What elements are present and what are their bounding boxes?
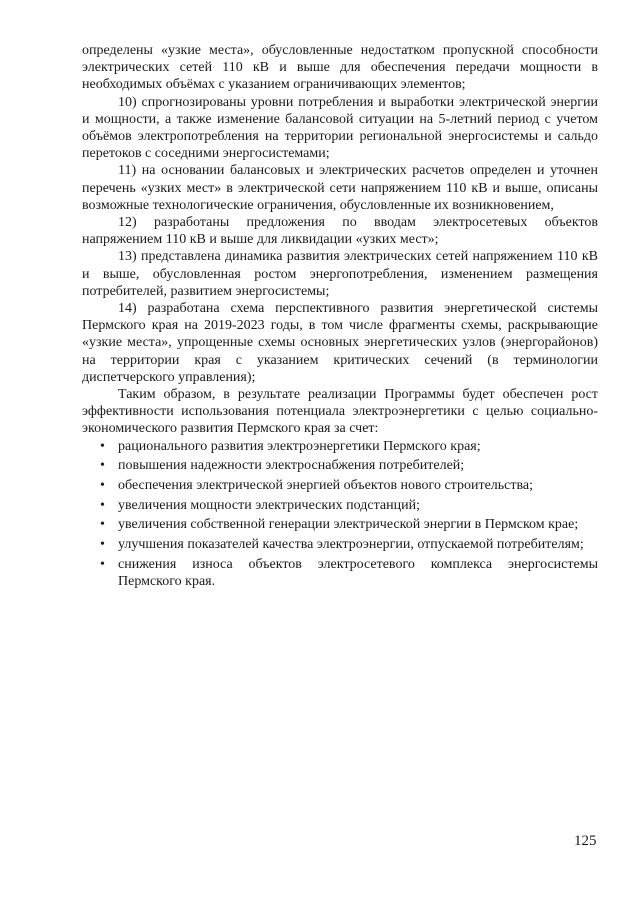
bullet-text: увеличения собственной генерации электрической энергии в Пермском крае; xyxy=(118,517,579,533)
bullet-text: снижения износа объектов электросетевого комплекса энергосистемы Пермского края. xyxy=(118,556,598,590)
bullet-list xyxy=(82,438,598,591)
bullet-icon: • xyxy=(100,517,105,533)
list-item xyxy=(82,516,598,533)
bullet-text: рационального развития электроэнергетики Пермского края; xyxy=(118,438,481,454)
paragraph-item-12: 12) разработаны предложения по вводам электросетевых объектов напряжением 110 кВ и выше для ликвидации «узких мест»; xyxy=(82,215,598,248)
list-item xyxy=(82,457,598,474)
bullet-text: обеспечения электрической энергией объектов нового строительства; xyxy=(118,478,534,494)
paragraph-item-10: 10) спрогнозированы уровни потребления и выработки электрической энергии и мощности, а также изменение балансовой ситуации на 5-летний период с учетом объёмов электропотребления на территории региональной энергосистемы и сальдо перетоков с соседними энергосистемами; xyxy=(82,94,598,162)
list-item xyxy=(82,438,598,455)
bullet-icon: • xyxy=(100,458,105,474)
list-item xyxy=(82,556,598,590)
bullet-icon: • xyxy=(100,537,105,553)
bullet-icon: • xyxy=(100,556,105,572)
paragraph-continuation: определены «узкие места», обусловленные недостатком пропускной способности электрических сетей 110 кВ и выше для обеспечения передачи мощности в необходимых объёмах с указанием ограничивающих элементов; xyxy=(82,43,598,93)
bullet-text: повышения надежности электроснабжения потребителей; xyxy=(118,458,465,474)
paragraph-item-14: 14) разработана схема перспективного развития энергетической системы Пермского края на 2019-2023 годы, в том числе фрагменты схемы, раскрывающие «узкие места», упрощенные схемы основных энергетических узлов (энергорайонов) на территории края с указанием критических сечений (в терминологии диспетчерского управления); xyxy=(82,301,598,385)
list-item xyxy=(82,477,598,494)
paragraph-conclusion: Таким образом, в результате реализации Программы будет обеспечен рост эффективности использования потенциала электроэнергетики с целью социально-экономического развития Пермского края за счет: xyxy=(82,387,598,437)
bullet-icon: • xyxy=(100,497,105,513)
bullet-text: улучшения показателей качества электроэнергии, отпускаемой потребителям; xyxy=(118,537,584,553)
list-item xyxy=(82,497,598,514)
list-item xyxy=(82,536,598,553)
bullet-icon: • xyxy=(100,438,105,454)
document-body xyxy=(82,42,598,593)
bullet-text: увеличения мощности электрических подстанций; xyxy=(118,497,420,513)
page-number: 125 xyxy=(574,833,597,849)
paragraph-item-11: 11) на основании балансовых и электрических расчетов определен и уточнен перечень «узких мест» в электрической сети напряжением 110 кВ и выше, описаны возможные технологические ограничения, обусловленные их возникновением, xyxy=(82,163,598,213)
paragraph-item-13: 13) представлена динамика развития электрических сетей напряжением 110 кВ и выше, обусловленная ростом энергопотребления, изменением размещения потребителей, развитием энергосистемы; xyxy=(82,249,598,299)
bullet-icon: • xyxy=(100,478,105,494)
